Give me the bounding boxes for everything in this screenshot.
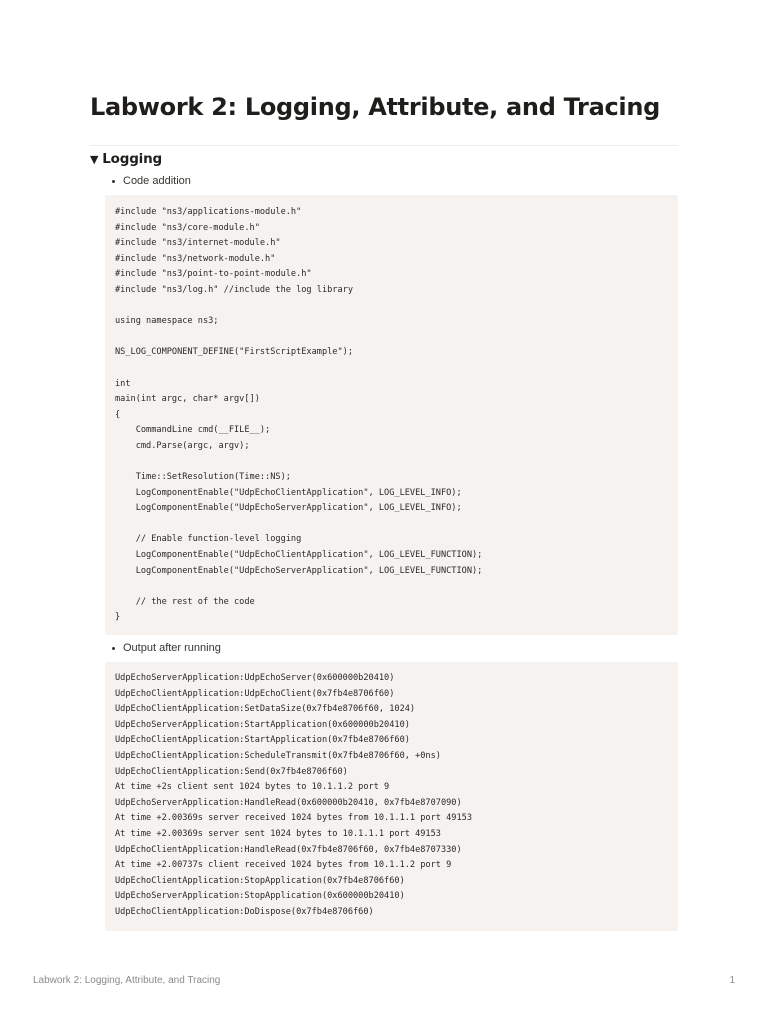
code-line: UdpEchoServerApplication:HandleRead(0x600000b20410, 0x7fb4e8707090) [115, 797, 462, 808]
code-line: cmd.Parse(argc, argv); [115, 440, 250, 451]
code-line [115, 299, 678, 315]
code-line: At time +2s client sent 1024 bytes to 10.1.1.2 port 9 [115, 782, 390, 793]
bullet-item-label: Code addition [123, 175, 191, 187]
code-line: At time +2.00737s client received 1024 bytes from 10.1.1.2 port 9 [115, 860, 452, 871]
code-line: UdpEchoClientApplication:Send(0x7fb4e8706f60) [115, 766, 348, 777]
code-line: UdpEchoServerApplication:UdpEchoServer(0x600000b20410) [115, 673, 395, 683]
code-line: LogComponentEnable("UdpEchoClientApplication", LOG_LEVEL_INFO); [115, 487, 462, 498]
footer-title: Labwork 2: Logging, Attribute, and Tracing [33, 975, 221, 986]
code-line: #include "ns3/log.h" //include the log library [115, 284, 353, 295]
footer-page-number: 1 [729, 975, 735, 986]
code-line: int [115, 378, 131, 389]
code-line: #include "ns3/internet-module.h" [115, 238, 281, 249]
bullet-dot-icon [112, 647, 115, 650]
bullet-item-label: Output after running [123, 642, 221, 654]
code-line: UdpEchoClientApplication:DoDispose(0x7fb4e8706f60) [115, 906, 374, 917]
code-line: UdpEchoClientApplication:StartApplication(0x7fb4e8706f60) [115, 735, 410, 746]
code-line: At time +2.00369s server received 1024 bytes from 10.1.1.1 port 49153 [115, 813, 472, 824]
code-line: } [115, 612, 121, 623]
code-line [115, 455, 678, 471]
code-line: UdpEchoClientApplication:StopApplication(0x7fb4e8706f60) [115, 875, 405, 886]
code-line: UdpEchoServerApplication:StartApplication(0x600000b20410) [115, 719, 410, 730]
code-line: using namespace ns3; [115, 316, 219, 327]
title-divider [90, 145, 678, 146]
toggle-heading-logging[interactable] [90, 148, 162, 170]
code-line [115, 579, 678, 595]
code-line: NS_LOG_COMPONENT_DEFINE("FirstScriptExample"); [115, 347, 353, 358]
code-line: { [115, 409, 121, 420]
code-line: #include "ns3/network-module.h" [115, 253, 276, 264]
code-line: Time::SetResolution(Time::NS); [115, 472, 291, 483]
code-line: // Enable function-level logging [115, 534, 302, 545]
code-line: main(int argc, char* argv[]) [115, 394, 260, 405]
code-block-output[interactable] [105, 662, 678, 931]
toggle-triangle-icon[interactable]: ▼ [90, 152, 99, 166]
code-line: LogComponentEnable("UdpEchoServerApplication", LOG_LEVEL_FUNCTION); [115, 565, 483, 576]
code-line: #include "ns3/point-to-point-module.h" [115, 269, 312, 280]
code-line: #include "ns3/core-module.h" [115, 222, 260, 233]
code-line [115, 330, 678, 346]
page-title: Labwork 2: Logging, Attribute, and Tracing [90, 93, 661, 121]
code-line: UdpEchoClientApplication:HandleRead(0x7fb4e8706f60, 0x7fb4e8707330) [115, 844, 462, 855]
code-line: UdpEchoClientApplication:ScheduleTransmit(0x7fb4e8706f60, +0ns) [115, 750, 441, 761]
code-line: UdpEchoServerApplication:StopApplication(0x600000b20410) [115, 891, 405, 902]
code-line [115, 517, 678, 533]
toggle-heading-label: Logging [102, 151, 162, 167]
code-line: UdpEchoClientApplication:UdpEchoClient(0x7fb4e8706f60) [115, 688, 395, 699]
code-line: #include "ns3/applications-module.h" [115, 207, 302, 217]
bullet-dot-icon [112, 180, 115, 183]
code-block-source[interactable] [105, 195, 678, 635]
code-line: At time +2.00369s server sent 1024 bytes to 10.1.1.1 port 49153 [115, 828, 441, 839]
code-line: // the rest of the code [115, 596, 255, 607]
code-line [115, 361, 678, 377]
code-line: LogComponentEnable("UdpEchoClientApplication", LOG_LEVEL_FUNCTION); [115, 550, 483, 561]
code-line: CommandLine cmd(__FILE__); [115, 425, 271, 436]
code-line: UdpEchoClientApplication:SetDataSize(0x7fb4e8706f60, 1024) [115, 704, 416, 715]
bullet-item-output [112, 640, 221, 656]
code-line: LogComponentEnable("UdpEchoServerApplication", LOG_LEVEL_INFO); [115, 503, 462, 514]
bullet-item-code-addition [112, 173, 191, 189]
